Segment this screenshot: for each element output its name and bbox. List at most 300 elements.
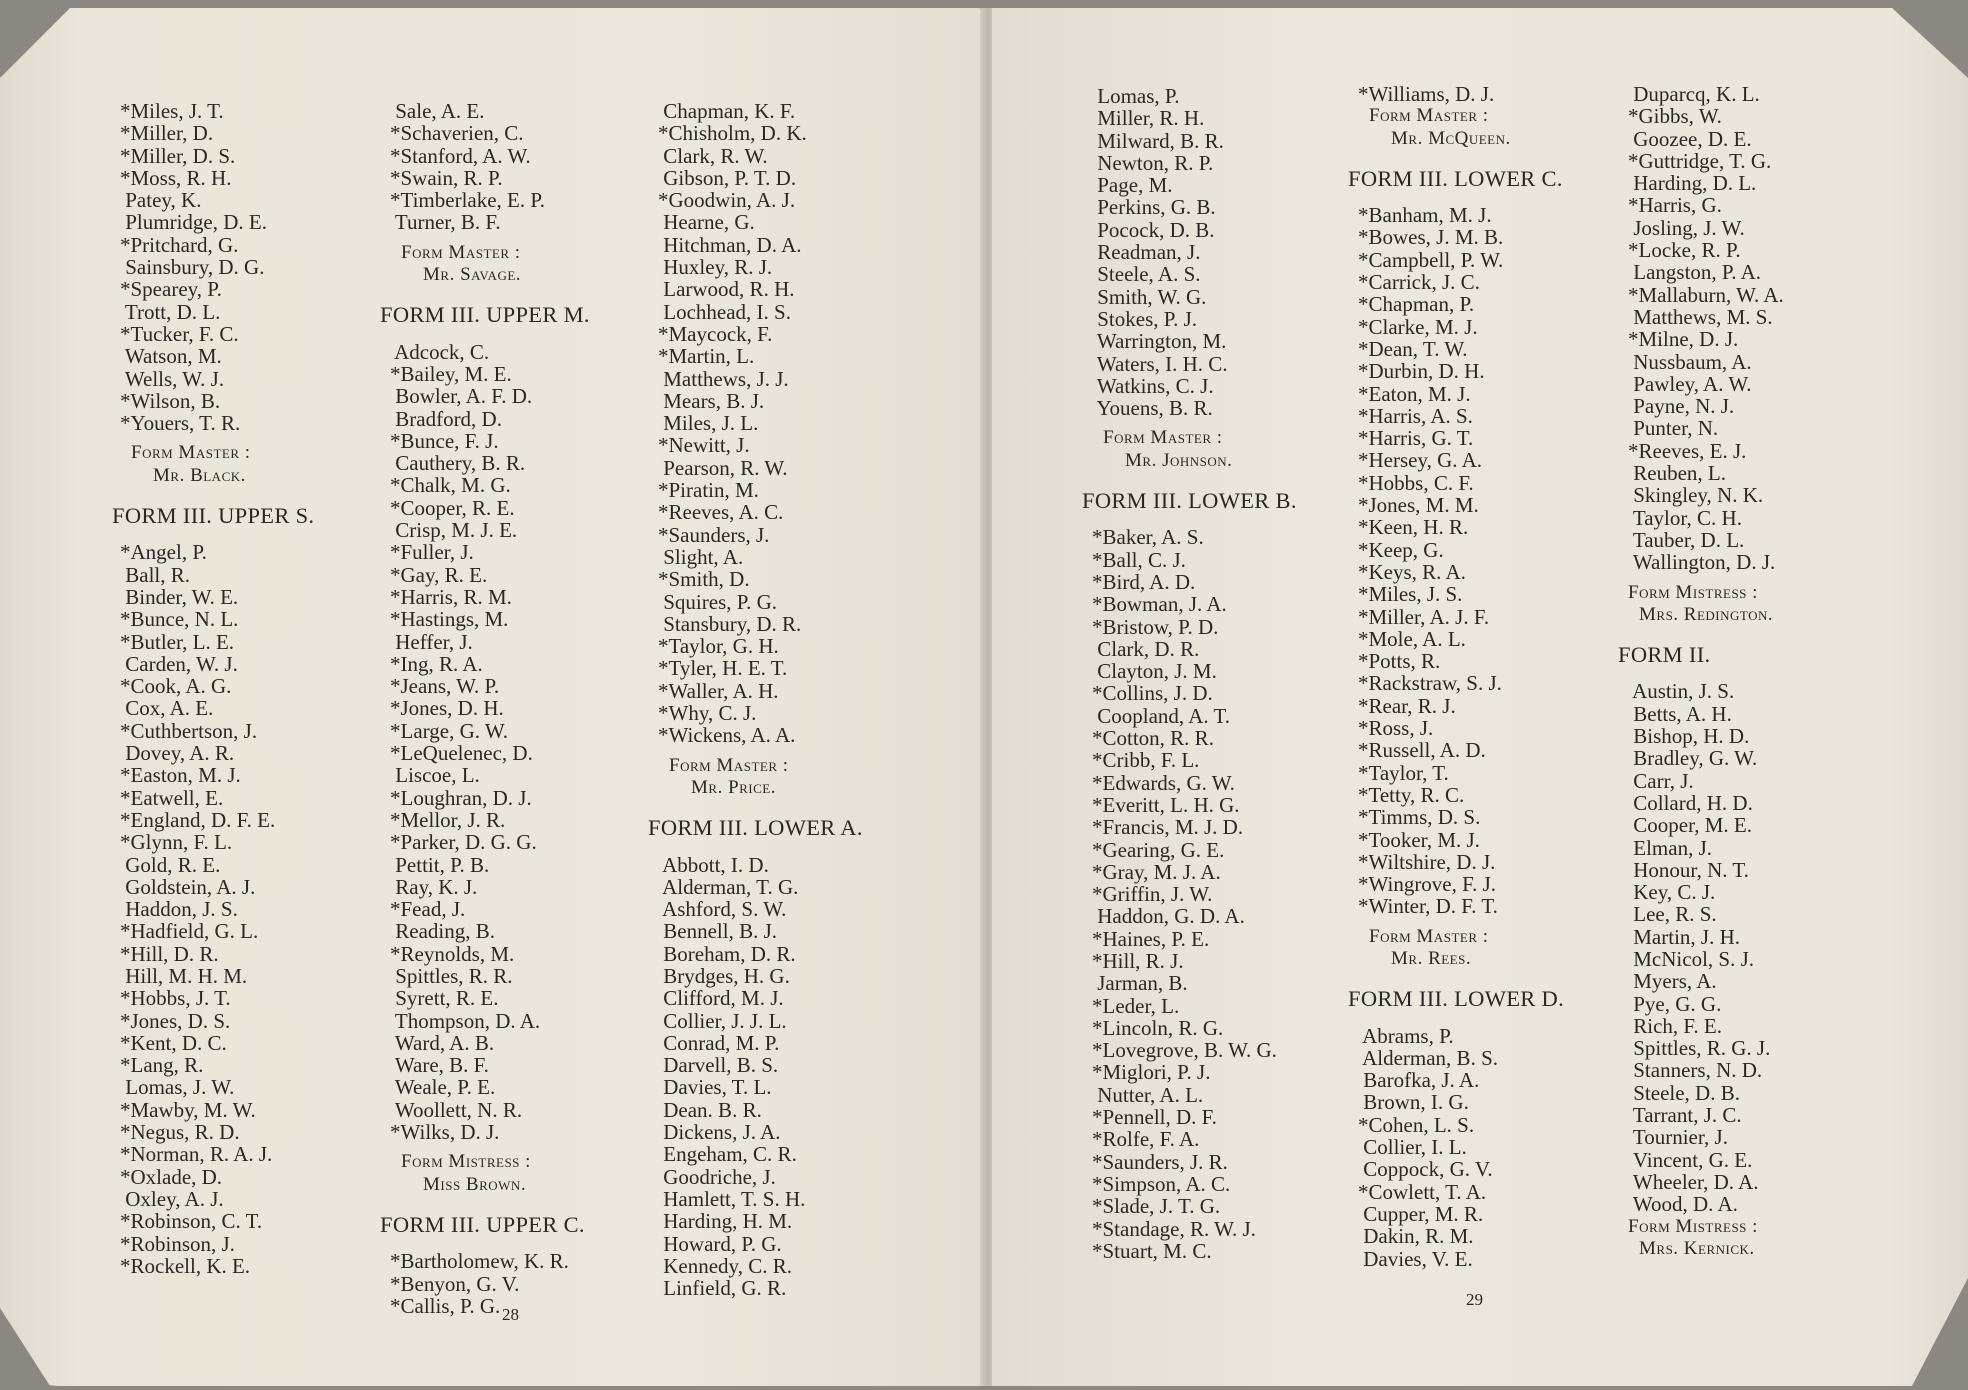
name-entry: Payne, N. J. xyxy=(1628,394,1735,419)
name-entry: Brydges, H. G. xyxy=(658,963,790,988)
name-entry: *Clarke, M. J. xyxy=(1358,314,1478,339)
name-entry: *Harris, G. T. xyxy=(1358,426,1474,451)
name-entry: *Standage, R. W. J. xyxy=(1092,1216,1256,1241)
name-entry: *Miles, J. T. xyxy=(120,99,224,123)
name-entry: *Bowman, J. A. xyxy=(1092,592,1227,617)
name-entry: *Cook, A. G. xyxy=(120,674,232,699)
name-entry: Crisp, M. J. E. xyxy=(390,518,518,543)
name-entry: *Kent, D. C. xyxy=(120,1030,227,1055)
name-entry: Harding, D. L. xyxy=(1628,171,1757,196)
name-entry: *Schaverien, C. xyxy=(390,121,524,146)
name-entry: *Campbell, P. W. xyxy=(1358,247,1504,272)
name-entry: *Wilson, B. xyxy=(120,388,221,413)
form-master-name: Mr. McQueen. xyxy=(1391,127,1511,149)
name-entry: *Cohen, L. S. xyxy=(1358,1112,1475,1137)
name-entry: *Hill, D. R. xyxy=(120,941,219,966)
form-heading: FORM III. UPPER S. xyxy=(112,503,315,529)
name-entry: Vincent, G. E. xyxy=(1628,1147,1753,1172)
name-entry: Hill, M. H. M. xyxy=(120,963,248,988)
name-entry: Ward, A. B. xyxy=(390,1030,495,1055)
name-entry: Page, M. xyxy=(1092,173,1173,198)
form-master-label: Form Master : xyxy=(1103,427,1223,449)
name-entry: Goodriche, J. xyxy=(658,1164,776,1189)
name-entry: *Hobbs, J. T. xyxy=(120,986,231,1011)
name-entry: *Butler, L. E. xyxy=(120,629,235,654)
name-entry: Heffer, J. xyxy=(390,629,473,654)
name-entry: *Slade, J. T. G. xyxy=(1092,1194,1221,1219)
name-entry: *Jones, M. M. xyxy=(1358,493,1479,518)
name-entry: Oxley, A. J. xyxy=(120,1186,224,1211)
name-entry: *Callis, P. G. xyxy=(390,1293,501,1318)
name-entry: *Cowlett, T. A. xyxy=(1358,1179,1487,1204)
name-entry: Spittles, R. G. J. xyxy=(1628,1036,1771,1061)
name-entry: *Newitt, J. xyxy=(658,433,750,458)
name-entry: Ashford, S. W. xyxy=(658,897,787,922)
name-entry: Conrad, M. P. xyxy=(658,1030,780,1055)
name-entry: Carr, J. xyxy=(1628,768,1694,793)
name-entry: Kennedy, C. R. xyxy=(658,1253,792,1278)
left-column-3 xyxy=(648,99,863,1301)
name-entry: *Francis, M. J. D. xyxy=(1092,815,1244,840)
name-entry: Harding, H. M. xyxy=(658,1209,793,1234)
name-entry: Lee, R. S. xyxy=(1628,902,1717,927)
name-entry: Bishop, H. D. xyxy=(1628,724,1750,749)
name-entry: Cox, A. E. xyxy=(120,696,214,721)
left-column-2 xyxy=(380,99,590,1318)
name-entry: Pawley, A. W. xyxy=(1628,371,1752,396)
name-entry: Dakin, R. M. xyxy=(1358,1224,1474,1249)
name-entry: Pocock, D. B. xyxy=(1092,217,1215,242)
name-entry: Hearne, G. xyxy=(658,210,755,235)
name-entry: *Hersey, G. A. xyxy=(1358,448,1483,473)
name-entry: *Lincoln, R. G. xyxy=(1092,1015,1224,1040)
name-entry: *Tooker, M. J. xyxy=(1358,827,1480,852)
name-entry: *Rockell, K. E. xyxy=(120,1253,251,1278)
name-entry: *Rear, R. J. xyxy=(1358,693,1456,718)
name-entry: *Gay, R. E. xyxy=(390,562,488,587)
name-entry: *Griffin, J. W. xyxy=(1092,882,1213,907)
name-entry: McNicol, S. J. xyxy=(1628,946,1754,971)
name-entry: *Timms, D. S. xyxy=(1358,805,1481,830)
name-entry: Pye, G. G. xyxy=(1628,991,1722,1016)
name-entry: Collier, I. L. xyxy=(1358,1135,1467,1160)
name-entry: Clark, D. R. xyxy=(1092,636,1200,661)
name-entry: *Bartholomew, K. R. xyxy=(390,1249,569,1274)
name-entry: Cupper, M. R. xyxy=(1358,1201,1484,1226)
name-entry: *Wickens, A. A. xyxy=(658,723,796,748)
name-entry: Youens, B. R. xyxy=(1092,396,1213,421)
name-entry: *Wilks, D. J. xyxy=(390,1120,500,1145)
page-number: 28 xyxy=(502,1305,519,1324)
name-entry: Huxley, R. J. xyxy=(658,255,773,280)
name-entry: *Wiltshire, D. J. xyxy=(1358,849,1496,874)
form-heading: FORM III. UPPER M. xyxy=(380,302,590,328)
name-entry: Tournier, J. xyxy=(1628,1125,1728,1150)
name-entry: *Bristow, P. D. xyxy=(1092,614,1219,639)
name-entry: *Hastings, M. xyxy=(390,607,509,632)
name-entry: Dovey, A. R. xyxy=(120,741,235,766)
name-entry: *Lovegrove, B. W. G. xyxy=(1092,1038,1277,1063)
name-entry: Watson, M. xyxy=(120,344,222,369)
name-entry: Clifford, M. J. xyxy=(658,986,784,1011)
name-entry: *Rolfe, F. A. xyxy=(1092,1127,1200,1152)
name-entry: Lomas, P. xyxy=(1092,84,1180,108)
name-entry: *Reynolds, M. xyxy=(390,941,515,966)
name-entry: *Winter, D. F. T. xyxy=(1358,894,1498,919)
name-entry: Davies, T. L. xyxy=(658,1075,772,1100)
name-entry: Smith, W. G. xyxy=(1092,284,1207,309)
name-entry: *Stanford, A. W. xyxy=(390,143,531,168)
form-master-name: Mr. Black. xyxy=(153,464,246,486)
form-master-label: Form Master : xyxy=(1369,105,1489,127)
name-entry: *Eatwell, E. xyxy=(120,785,224,810)
name-entry: Miller, R. H. xyxy=(1092,106,1205,131)
name-entry: Perkins, G. B. xyxy=(1092,195,1216,220)
name-entry: *Carrick, J. C. xyxy=(1358,270,1480,295)
name-entry: *Timberlake, E. P. xyxy=(390,188,545,213)
name-entry: Waters, I. H. C. xyxy=(1092,351,1228,376)
page-number: 29 xyxy=(1466,1290,1483,1309)
name-entry: *Mole, A. L. xyxy=(1358,626,1466,651)
name-entry: Sale, A. E. xyxy=(390,99,485,123)
name-entry: *Harris, R. M. xyxy=(390,584,512,609)
name-entry: *Cuthbertson, J. xyxy=(120,718,258,743)
name-entry: Syrett, R. E. xyxy=(390,986,499,1011)
name-entry: Stanners, N. D. xyxy=(1628,1058,1763,1083)
name-entry: Collard, H. D. xyxy=(1628,790,1753,815)
name-entry: *Simpson, A. C. xyxy=(1092,1171,1231,1196)
name-entry: *Robinson, C. T. xyxy=(120,1209,263,1234)
name-entry: Cooper, M. E. xyxy=(1628,813,1752,838)
name-entry: Bradley, G. W. xyxy=(1628,746,1758,771)
name-entry: Reading, B. xyxy=(390,919,495,944)
name-entry: Stokes, P. J. xyxy=(1092,306,1198,331)
left-column-1 xyxy=(112,99,315,1278)
name-entry: Adcock, C. xyxy=(390,339,490,364)
name-entry: Nutter, A. L. xyxy=(1092,1082,1204,1107)
form-master-name: Mr. Johnson. xyxy=(1125,449,1233,471)
name-entry: Weale, P. E. xyxy=(390,1075,496,1100)
name-entry: Pearson, R. W. xyxy=(658,455,788,480)
name-entry: *Miller, D. xyxy=(120,121,214,146)
form-master-label: Form Master : xyxy=(1369,925,1489,947)
name-entry: Miles, J. L. xyxy=(658,411,759,436)
form-heading: FORM III. UPPER C. xyxy=(380,1211,585,1237)
name-entry: *Spearey, P. xyxy=(120,277,222,302)
name-entry: Betts, A. H. xyxy=(1628,701,1732,726)
name-entry: *Tucker, F. C. xyxy=(120,321,239,346)
form-master-label: Form Master : xyxy=(401,241,521,263)
name-entry: Dickens, J. A. xyxy=(658,1120,781,1145)
name-entry: Darvell, B. S. xyxy=(658,1053,779,1078)
name-entry: Honour, N. T. xyxy=(1628,857,1749,882)
form-mistress-name: Miss Brown. xyxy=(423,1173,527,1195)
name-entry: Rich, F. E. xyxy=(1628,1013,1722,1038)
name-entry: Alderman, B. S. xyxy=(1358,1045,1498,1070)
name-entry: *Moss, R. H. xyxy=(120,165,232,190)
name-entry: *Taylor, T. xyxy=(1358,760,1449,785)
name-entry: Wallington, D. J. xyxy=(1628,550,1776,575)
name-entry: *Williams, D. J. xyxy=(1358,82,1495,106)
name-entry: Hitchman, D. A. xyxy=(658,232,802,257)
name-entry: *Glynn, F. L. xyxy=(120,830,233,855)
name-entry: *Everitt, L. H. G. xyxy=(1092,792,1240,817)
name-entry: Punter, N. xyxy=(1628,416,1719,441)
name-entry: Collier, J. J. L. xyxy=(658,1008,787,1033)
name-entry: Ware, B. F. xyxy=(390,1053,489,1078)
right-column-2 xyxy=(1348,82,1565,1271)
form-mistress-label: Form Mistress : xyxy=(401,1151,531,1173)
name-entry: Barofka, J. A. xyxy=(1358,1068,1480,1093)
name-entry: *Robinson, J. xyxy=(120,1231,235,1256)
name-entry: *Waller, A. H. xyxy=(658,678,779,703)
name-entry: Liscoe, L. xyxy=(390,763,480,788)
name-entry: Austin, J. S. xyxy=(1628,679,1735,704)
name-entry: Howard, P. G. xyxy=(658,1231,782,1256)
name-entry: *Oxlade, D. xyxy=(120,1164,223,1189)
name-entry: Wood, D. A. xyxy=(1628,1192,1738,1217)
name-entry: Alderman, T. G. xyxy=(658,874,799,899)
name-entry: *Miles, J. S. xyxy=(1358,582,1463,607)
name-entry: Readman, J. xyxy=(1092,240,1201,265)
name-entry: *Dean, T. W. xyxy=(1358,336,1468,361)
name-entry: Thompson, D. A. xyxy=(390,1008,541,1033)
name-entry: *Miglori, P. J. xyxy=(1092,1060,1211,1085)
name-entry: Skingley, N. K. xyxy=(1628,483,1764,508)
name-entry: *Stuart, M. C. xyxy=(1092,1238,1212,1263)
name-entry: *Durbin, D. H. xyxy=(1358,359,1485,384)
name-entry: *Leder, L. xyxy=(1092,993,1180,1018)
name-entry: Lochhead, I. S. xyxy=(658,299,791,324)
name-entry: Clark, R. W. xyxy=(658,143,768,168)
name-entry: Boreham, D. R. xyxy=(658,941,796,966)
name-entry: *Fuller, J. xyxy=(390,540,474,565)
name-entry: Steele, D. B. xyxy=(1628,1080,1740,1105)
name-entry: Turner, B. F. xyxy=(390,210,501,235)
name-entry: *Reeves, A. C. xyxy=(658,500,784,525)
name-entry: *Chisholm, D. K. xyxy=(658,121,807,146)
name-entry: Binder, W. E. xyxy=(120,584,239,609)
name-entry: Pettit, P. B. xyxy=(390,852,490,877)
name-entry: *Cribb, F. L. xyxy=(1092,748,1200,773)
name-entry: *Bowes, J. M. B. xyxy=(1358,225,1504,250)
name-entry: *Reeves, E. J. xyxy=(1628,438,1747,463)
name-entry: Elman, J. xyxy=(1628,835,1712,860)
name-entry: Newton, R. P. xyxy=(1092,150,1214,175)
name-entry: *Cooper, R. E. xyxy=(390,495,515,520)
name-entry: *Keen, H. R. xyxy=(1358,515,1469,540)
name-entry: Bowler, A. F. D. xyxy=(390,384,533,409)
name-entry: Chapman, K. F. xyxy=(658,99,796,123)
form-mistress-name: Mrs. Kernick. xyxy=(1639,1237,1755,1259)
name-entry: *Piratin, M. xyxy=(658,478,759,503)
name-entry: Haddon, J. S. xyxy=(120,897,238,922)
name-entry: Myers, A. xyxy=(1628,969,1717,994)
name-entry: Taylor, C. H. xyxy=(1628,505,1742,530)
name-entry: *Pritchard, G. xyxy=(120,232,239,257)
form-heading: FORM III. LOWER C. xyxy=(1348,165,1563,191)
name-entry: Jarman, B. xyxy=(1092,971,1188,996)
name-entry: *Gibbs, W. xyxy=(1628,104,1722,129)
name-entry: *Collins, J. D. xyxy=(1092,681,1213,706)
name-entry: *Benyon, G. V. xyxy=(390,1271,520,1296)
name-entry: Ball, R. xyxy=(120,562,191,587)
name-entry: *Taylor, G. H. xyxy=(658,634,779,659)
name-entry: Woollett, N. R. xyxy=(390,1097,523,1122)
name-entry: *Cotton, R. R. xyxy=(1092,726,1214,751)
name-entry: Gold, R. E. xyxy=(120,852,221,877)
form-master-label: Form Master : xyxy=(131,442,251,464)
name-entry: *Tyler, H. E. T. xyxy=(658,656,788,681)
name-entry: *Saunders, J. xyxy=(658,522,770,547)
name-entry: *Banham, M. J. xyxy=(1358,203,1492,228)
name-entry: *Harris, A. S. xyxy=(1358,403,1473,428)
name-entry: *Mawby, M. W. xyxy=(120,1097,256,1122)
name-entry: Cauthery, B. R. xyxy=(390,451,526,476)
form-heading: FORM III. LOWER B. xyxy=(1082,488,1297,514)
name-entry: Abrams, P. xyxy=(1358,1023,1454,1048)
name-entry: Lomas, J. W. xyxy=(120,1075,235,1100)
name-entry: *Jeans, W. P. xyxy=(390,674,500,699)
name-entry: Ray, K. J. xyxy=(390,874,478,899)
name-entry: Milward, B. R. xyxy=(1092,128,1224,153)
name-entry: *Wingrove, F. J. xyxy=(1358,872,1497,897)
form-mistress-label: Form Mistress : xyxy=(1628,1215,1758,1237)
name-entry: Langston, P. A. xyxy=(1628,260,1762,285)
name-entry: *Miller, D. S. xyxy=(120,143,236,168)
name-entry: Linfield, G. R. xyxy=(658,1276,787,1301)
name-entry: *England, D. F. E. xyxy=(120,807,276,832)
name-entry: *LeQuelenec, D. xyxy=(390,741,533,766)
name-entry: *Ball, C. J. xyxy=(1092,547,1186,572)
name-entry: Coppock, G. V. xyxy=(1358,1157,1493,1182)
name-entry: Brown, I. G. xyxy=(1358,1090,1469,1115)
name-entry: *Loughran, D. J. xyxy=(390,785,532,810)
name-entry: Bennell, B. J. xyxy=(658,919,777,944)
name-entry: *Keep, G. xyxy=(1358,537,1444,562)
name-entry: *Mallaburn, W. A. xyxy=(1628,282,1784,307)
name-entry: Slight, A. xyxy=(658,544,744,569)
name-entry: *Fead, J. xyxy=(390,897,466,922)
name-entry: *Jones, D. S. xyxy=(120,1008,231,1033)
name-entry: Josling, J. W. xyxy=(1628,215,1745,240)
name-entry: Tauber, D. L. xyxy=(1628,527,1745,552)
name-entry: Goozee, D. E. xyxy=(1628,126,1752,151)
name-entry: *Bunce, F. J. xyxy=(390,428,499,453)
right-column-1 xyxy=(1082,84,1297,1263)
name-entry: *Mellor, J. R. xyxy=(390,807,506,832)
name-entry: *Baker, A. S. xyxy=(1092,525,1204,550)
name-entry: *Smith, D. xyxy=(658,567,750,592)
form-master-name: Mr. Rees. xyxy=(1391,947,1472,969)
form-mistress-name: Mrs. Redington. xyxy=(1639,603,1774,625)
name-entry: *Hill, R. J. xyxy=(1092,948,1184,973)
name-entry: *Why, C. J. xyxy=(658,701,757,726)
name-entry: Watkins, C. J. xyxy=(1092,373,1214,398)
name-entry: Mears, B. J. xyxy=(658,388,765,413)
name-entry: *Large, G. W. xyxy=(390,718,509,743)
name-entry: Gibson, P. T. D. xyxy=(658,165,797,190)
name-entry: Haddon, G. D. A. xyxy=(1092,904,1245,929)
name-entry: *Bailey, M. E. xyxy=(390,361,512,386)
form-heading: FORM III. LOWER A. xyxy=(648,815,863,841)
name-entry: *Maycock, F. xyxy=(658,321,773,346)
name-entry: *Easton, M. J. xyxy=(120,763,241,788)
name-entry: Reuben, L. xyxy=(1628,461,1726,486)
name-entry: *Harris, G. xyxy=(1628,193,1722,218)
name-entry: Coopland, A. T. xyxy=(1092,703,1231,728)
form-master-label: Form Master : xyxy=(669,754,789,776)
name-entry: Tarrant, J. C. xyxy=(1628,1103,1742,1128)
name-entry: Wheeler, D. A. xyxy=(1628,1169,1759,1194)
form-master-name: Mr. Savage. xyxy=(423,264,522,286)
name-entry: *Potts, R. xyxy=(1358,649,1441,674)
name-entry: *Haines, P. E. xyxy=(1092,926,1210,951)
name-entry: *Jones, D. H. xyxy=(390,696,504,721)
name-entry: Steele, A. S. xyxy=(1092,262,1201,287)
name-entry: Sainsbury, D. G. xyxy=(120,255,265,280)
form-heading: FORM III. LOWER D. xyxy=(1348,986,1565,1012)
form-master-name: Mr. Price. xyxy=(691,776,776,798)
name-entry: Matthews, M. S. xyxy=(1628,304,1773,329)
name-entry: *Milne, D. J. xyxy=(1628,327,1739,352)
name-entry: *Rackstraw, S. J. xyxy=(1358,671,1502,696)
name-entry: Trott, D. L. xyxy=(120,299,221,324)
name-entry: *Parker, D. G. G. xyxy=(390,830,537,855)
name-entry: *Saunders, J. R. xyxy=(1092,1149,1228,1174)
name-entry: Martin, J. H. xyxy=(1628,924,1740,949)
name-entry: Key, C. J. xyxy=(1628,880,1716,905)
name-entry: *Ross, J. xyxy=(1358,716,1434,741)
name-entry: *Youers, T. R. xyxy=(120,411,241,436)
name-entry: Stansbury, D. R. xyxy=(658,611,802,636)
name-entry: Larwood, R. H. xyxy=(658,277,795,302)
name-entry: Abbott, I. D. xyxy=(658,852,769,877)
name-entry: Engeham, C. R. xyxy=(658,1142,797,1167)
name-entry: *Bunce, N. L. xyxy=(120,607,239,632)
name-entry: *Guttridge, T. G. xyxy=(1628,148,1772,173)
name-entry: *Miller, A. J. F. xyxy=(1358,604,1490,629)
right-column-3 xyxy=(1618,82,1784,1260)
name-entry: *Negus, R. D. xyxy=(120,1120,240,1145)
name-entry: *Lang, R. xyxy=(120,1053,204,1078)
name-entry: *Swain, R. P. xyxy=(390,165,503,190)
name-entry: *Eaton, M. J. xyxy=(1358,381,1471,406)
name-entry: Dean. B. R. xyxy=(658,1097,762,1122)
name-entry: Wells, W. J. xyxy=(120,366,225,391)
name-entry: *Chalk, M. G. xyxy=(390,473,511,498)
name-entry: *Goodwin, A. J. xyxy=(658,188,796,213)
name-entry: *Bird, A. D. xyxy=(1092,569,1196,594)
name-entry: Hamlett, T. S. H. xyxy=(658,1186,806,1211)
name-entry: *Tetty, R. C. xyxy=(1358,782,1465,807)
name-entry: *Gray, M. J. A. xyxy=(1092,859,1221,884)
name-entry: Duparcq, K. L. xyxy=(1628,82,1760,106)
name-entry: *Ing, R. A. xyxy=(390,651,483,676)
name-entry: Matthews, J. J. xyxy=(658,366,789,391)
name-entry: *Pennell, D. F. xyxy=(1092,1105,1217,1130)
name-entry: *Norman, R. A. J. xyxy=(120,1142,273,1167)
name-entry: Patey, K. xyxy=(120,188,202,213)
name-entry: Warrington, M. xyxy=(1092,329,1227,354)
name-entry: *Locke, R. P. xyxy=(1628,238,1741,263)
name-entry: *Russell, A. D. xyxy=(1358,738,1486,763)
name-entry: Spittles, R. R. xyxy=(390,963,513,988)
name-entry: Clayton, J. M. xyxy=(1092,659,1217,684)
form-mistress-label: Form Mistress : xyxy=(1628,581,1758,603)
form-heading: FORM II. xyxy=(1618,642,1711,668)
name-entry: *Martin, L. xyxy=(658,344,755,369)
